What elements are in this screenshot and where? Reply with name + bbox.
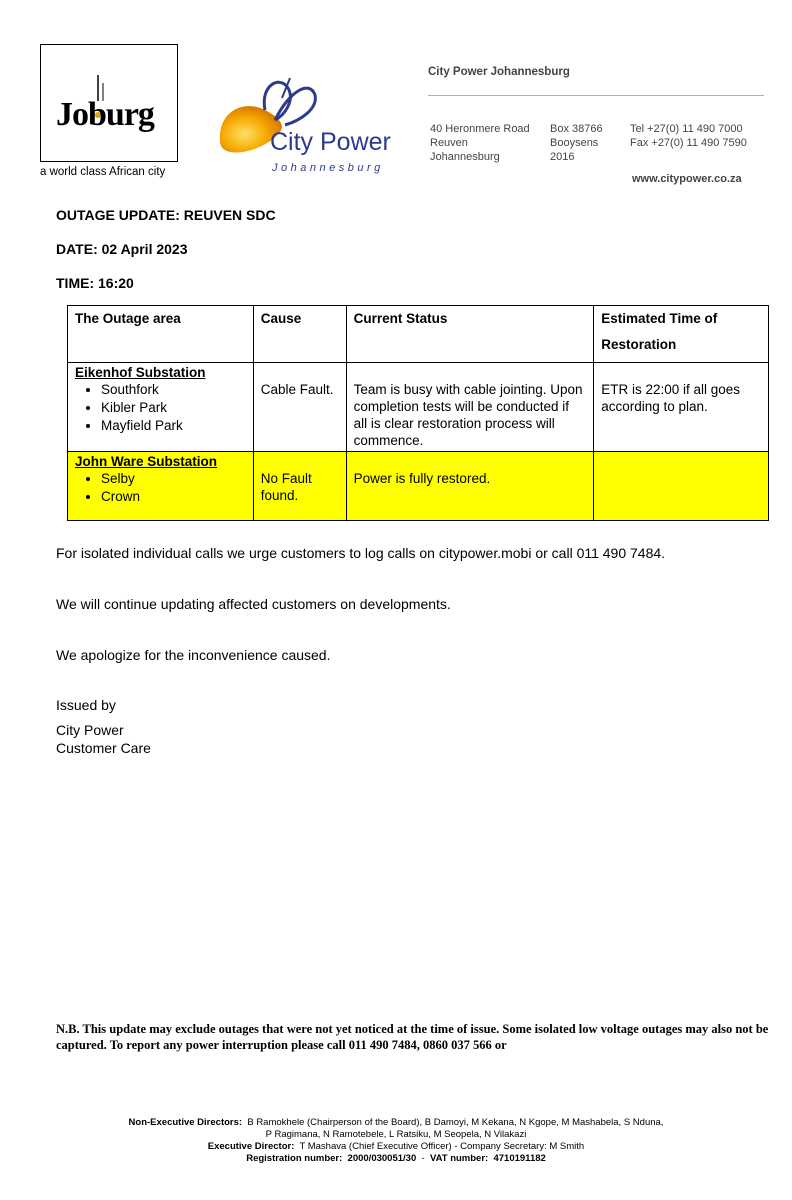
table-row	[68, 363, 769, 452]
footer-line: Registration number: 2000/030051/30 - VAT number: 4710191182	[246, 1153, 546, 1164]
outage-title: OUTAGE UPDATE: REUVEN SDC	[56, 207, 276, 223]
issuer-block	[56, 721, 151, 757]
status-cell	[346, 363, 594, 452]
footer-line	[0, 1117, 792, 1129]
letterhead-phone	[630, 122, 747, 150]
header-current-status: Current Status	[346, 306, 594, 363]
list-item: • Selby	[101, 470, 246, 488]
address-line: 40 Heronmere Road	[430, 123, 530, 135]
table-header-row	[68, 306, 769, 363]
box-line: 2016	[550, 151, 575, 163]
footer-line	[0, 1141, 792, 1153]
ned-label: Non-Executive Directors:	[128, 1117, 243, 1128]
reg-label: Registration number:	[246, 1153, 343, 1164]
list-item: • Kibler Park	[101, 399, 246, 417]
etr-cell	[594, 363, 769, 452]
box-line: Booysens	[550, 137, 599, 149]
city-power-logo-subtext: Johannesburg	[272, 162, 384, 174]
updates-paragraph: We will continue updating affected customers on developments.	[56, 596, 451, 612]
header-outage-area: The Outage area	[68, 306, 254, 363]
status-text: Team is busy with cable jointing. Upon completion tests will be conducted if all is clear restoration process will commence.	[353, 382, 583, 448]
outage-time: TIME: 16:20	[56, 275, 134, 291]
letterhead-divider	[428, 95, 764, 96]
outage-area-cell	[68, 363, 254, 452]
ned-names: P Ragimana, N Ramotebele, L Ratsiku, M Seopela, N Vilakazi	[265, 1129, 527, 1140]
issuer-line: Customer Care	[56, 740, 151, 756]
list-item: • Southfork	[101, 381, 246, 399]
area-list	[75, 470, 246, 506]
ned-names: B Ramokhele (Chairperson of the Board), B Damoyi, M Kekana, N Kgope, M Mashabela, S Nduna,	[247, 1117, 664, 1128]
cause-cell	[253, 363, 346, 452]
letterhead-postal-box	[550, 122, 603, 164]
header-etr: Estimated Time of Restoration	[594, 306, 769, 363]
tel-line: Tel +27(0) 11 490 7000	[630, 123, 743, 135]
reg-value: 2000/030051/30	[347, 1153, 417, 1164]
letterhead-website: www.citypower.co.za	[632, 173, 742, 185]
joburg-tagline: a world class African city	[40, 166, 166, 178]
status-text: Power is fully restored.	[353, 471, 491, 486]
footer-directors	[0, 1117, 792, 1165]
cause-text: Cable Fault.	[260, 382, 334, 397]
address-line: Reuven	[430, 137, 468, 149]
letterhead-company: City Power Johannesburg	[428, 66, 570, 78]
substation-name: Eikenhof Substation	[75, 365, 206, 380]
cause-text: No Fault found.	[260, 471, 312, 503]
etr-text: ETR is 22:00 if all goes according to plan.	[601, 382, 741, 414]
nb-notice: N.B. This update may exclude outages that were not yet noticed at the time of issue. Some isolated low voltage outages may also not be captured. To report any power interruption please call 011 490 7484, 0860 037 566 or	[56, 1022, 769, 1052]
letterhead-address	[430, 122, 530, 164]
city-power-logo-text: City Power	[270, 128, 391, 156]
outage-table	[67, 305, 769, 521]
etr-cell	[594, 452, 769, 521]
fax-line: Fax +27(0) 11 490 7590	[630, 137, 747, 149]
status-cell	[346, 452, 594, 521]
issuer-line: City Power	[56, 722, 124, 738]
log-calls-paragraph: For isolated individual calls we urge customers to log calls on citypower.mobi or call 011 490 7484.	[56, 545, 666, 561]
cause-cell	[253, 452, 346, 521]
apology-paragraph: We apologize for the inconvenience caused.	[56, 647, 331, 663]
table-row-highlighted	[68, 452, 769, 521]
list-item: • Mayfield Park	[101, 417, 246, 435]
ed-names: T Mashava (Chief Executive Officer) - Company Secretary: M Smith	[299, 1141, 585, 1152]
vat-label: VAT number:	[429, 1153, 489, 1164]
outage-date: DATE: 02 April 2023	[56, 241, 188, 257]
joburg-logo-text: Joburg	[56, 96, 154, 133]
area-list	[75, 381, 246, 435]
box-line: Box 38766	[550, 123, 603, 135]
etr-text	[601, 454, 761, 470]
address-line: Johannesburg	[430, 151, 500, 163]
list-item: • Crown	[101, 488, 246, 506]
header-cause: Cause	[253, 306, 346, 363]
outage-area-cell	[68, 452, 254, 521]
vat-value: 4710191182	[493, 1153, 546, 1164]
substation-name: John Ware Substation	[75, 454, 218, 469]
issued-by-label: Issued by	[56, 697, 116, 713]
ed-label: Executive Director:	[207, 1141, 295, 1152]
footer-line	[0, 1129, 792, 1141]
